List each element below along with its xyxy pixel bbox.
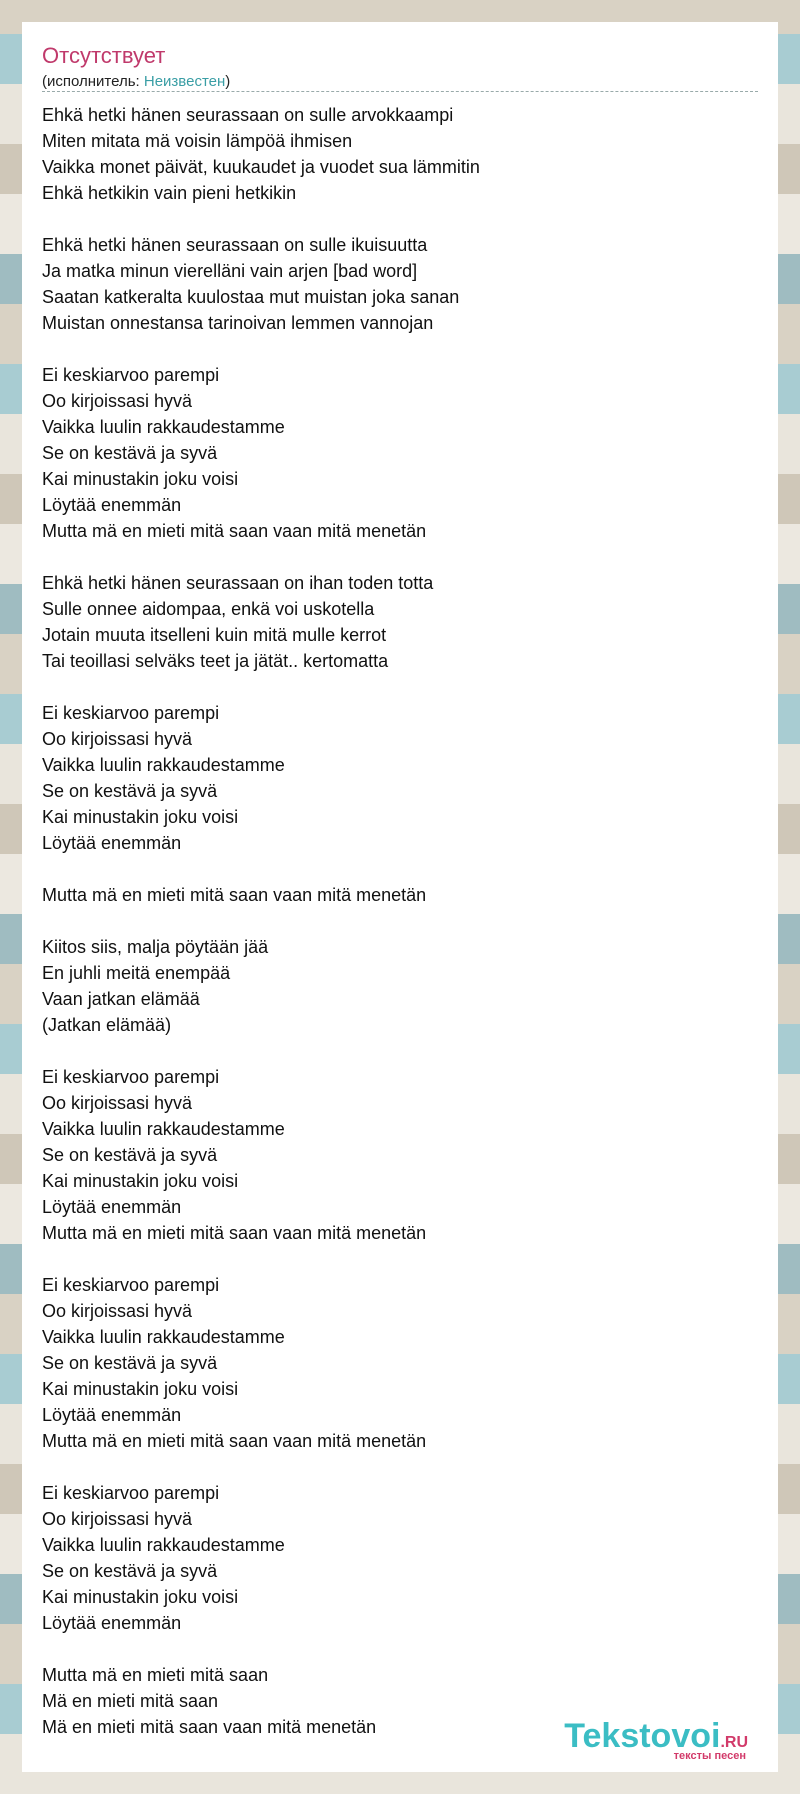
lyrics-line: Ehkä hetki hänen seurassaan on sulle ikuisuutta (42, 235, 428, 255)
lyrics-line: Muistan onnestansa tarinoivan lemmen vannojan (42, 313, 434, 333)
lyrics-stanza (42, 1480, 758, 1636)
lyrics-line: Kai minustakin joku voisi (42, 807, 239, 827)
lyrics-line: Miten mitata mä voisin lämpöä ihmisen (42, 131, 353, 151)
song-title: Отсутствует (42, 43, 166, 68)
site-logo[interactable] (564, 1718, 748, 1762)
lyrics-line: Ehkä hetkikin vain pieni hetkikin (42, 183, 297, 203)
title-divider (42, 91, 758, 92)
lyrics-line: Oo kirjoissasi hyvä (42, 391, 193, 411)
lyrics-line: (Jatkan elämää) (42, 1015, 172, 1035)
lyrics-line: Se on kestävä ja syvä (42, 1561, 218, 1581)
lyrics-stanza (42, 232, 758, 336)
lyrics-stanza (42, 1064, 758, 1246)
lyrics-line: Ei keskiarvoo parempi (42, 1067, 220, 1087)
lyrics-stanza (42, 362, 758, 544)
lyrics-line: Kai minustakin joku voisi (42, 1587, 239, 1607)
lyrics-line: Saatan katkeralta kuulostaa mut muistan joka sanan (42, 287, 460, 307)
lyrics-line: Mutta mä en mieti mitä saan vaan mitä menetän (42, 885, 427, 905)
lyrics-line: Kai minustakin joku voisi (42, 1379, 239, 1399)
logo-tagline: тексты песен (673, 1750, 746, 1762)
lyrics-line: Vaikka luulin rakkaudestamme (42, 755, 285, 775)
artist-line (42, 73, 230, 91)
lyrics-line: En juhli meitä enempää (42, 963, 231, 983)
lyrics-line: Ei keskiarvoo parempi (42, 1275, 220, 1295)
lyrics-line: Ei keskiarvoo parempi (42, 1483, 220, 1503)
lyrics-line: Löytää enemmän (42, 1405, 182, 1425)
lyrics-line: Vaikka luulin rakkaudestamme (42, 1119, 285, 1139)
lyrics-line: Vaikka luulin rakkaudestamme (42, 1535, 285, 1555)
lyrics-line: Tai teoillasi selväks teet ja jätät.. kertomatta (42, 651, 389, 671)
lyrics-line: Sulle onnee aidompaa, enkä voi uskotella (42, 599, 375, 619)
lyrics-stanza (42, 570, 758, 674)
lyrics-line: Löytää enemmän (42, 495, 182, 515)
lyrics-line: Löytää enemmän (42, 1197, 182, 1217)
lyrics-line: Kai minustakin joku voisi (42, 469, 239, 489)
lyrics-line: Vaikka luulin rakkaudestamme (42, 417, 285, 437)
lyrics-line: Vaan jatkan elämää (42, 989, 200, 1009)
lyrics-card (22, 22, 778, 1772)
lyrics-line: Mutta mä en mieti mitä saan vaan mitä menetän (42, 521, 427, 541)
lyrics-line: Kiitos siis, malja pöytään jää (42, 937, 269, 957)
lyrics-stanza (42, 934, 758, 1038)
lyrics-line: Oo kirjoissasi hyvä (42, 1301, 193, 1321)
artist-link[interactable]: Неизвестен (143, 73, 226, 90)
lyrics-stanza (42, 1272, 758, 1454)
lyrics-line: Ei keskiarvoo parempi (42, 703, 220, 723)
lyrics-line: Oo kirjoissasi hyvä (42, 1509, 193, 1529)
lyrics-body (42, 102, 758, 1766)
lyrics-line: Vaikka monet päivät, kuukaudet ja vuodet sua lämmitin (42, 157, 480, 177)
logo-tld: .RU (720, 1734, 748, 1751)
lyrics-line: Se on kestävä ja syvä (42, 781, 218, 801)
lyrics-stanza (42, 102, 758, 206)
lyrics-line: Löytää enemmän (42, 1613, 182, 1633)
lyrics-line: Mä en mieti mitä saan (42, 1691, 219, 1711)
lyrics-line: Se on kestävä ja syvä (42, 1353, 218, 1373)
lyrics-line: Mä en mieti mitä saan vaan mitä menetän (42, 1717, 377, 1737)
lyrics-line: Oo kirjoissasi hyvä (42, 729, 193, 749)
logo-name: Tekstovoi (564, 1717, 721, 1755)
lyrics-line: Ei keskiarvoo parempi (42, 365, 220, 385)
lyrics-stanza (42, 882, 758, 908)
artist-suffix: ) (225, 73, 231, 90)
lyrics-line: Oo kirjoissasi hyvä (42, 1093, 193, 1113)
lyrics-line: Löytää enemmän (42, 833, 182, 853)
lyrics-line: Jotain muuta itselleni kuin mitä mulle kerrot (42, 625, 387, 645)
lyrics-line: Mutta mä en mieti mitä saan vaan mitä menetän (42, 1223, 427, 1243)
lyrics-line: Se on kestävä ja syvä (42, 1145, 218, 1165)
lyrics-line: Ehkä hetki hänen seurassaan on ihan toden totta (42, 573, 434, 593)
lyrics-line: Vaikka luulin rakkaudestamme (42, 1327, 285, 1347)
artist-prefix: (исполнитель: (42, 73, 144, 90)
lyrics-line: Kai minustakin joku voisi (42, 1171, 239, 1191)
lyrics-line: Mutta mä en mieti mitä saan (42, 1665, 269, 1685)
lyrics-line: Ehkä hetki hänen seurassaan on sulle arvokkaampi (42, 105, 454, 125)
lyrics-stanza (42, 700, 758, 856)
lyrics-line: Ja matka minun vierelläni vain arjen [bad word] (42, 261, 418, 281)
lyrics-line: Mutta mä en mieti mitä saan vaan mitä menetän (42, 1431, 427, 1451)
lyrics-line: Se on kestävä ja syvä (42, 443, 218, 463)
